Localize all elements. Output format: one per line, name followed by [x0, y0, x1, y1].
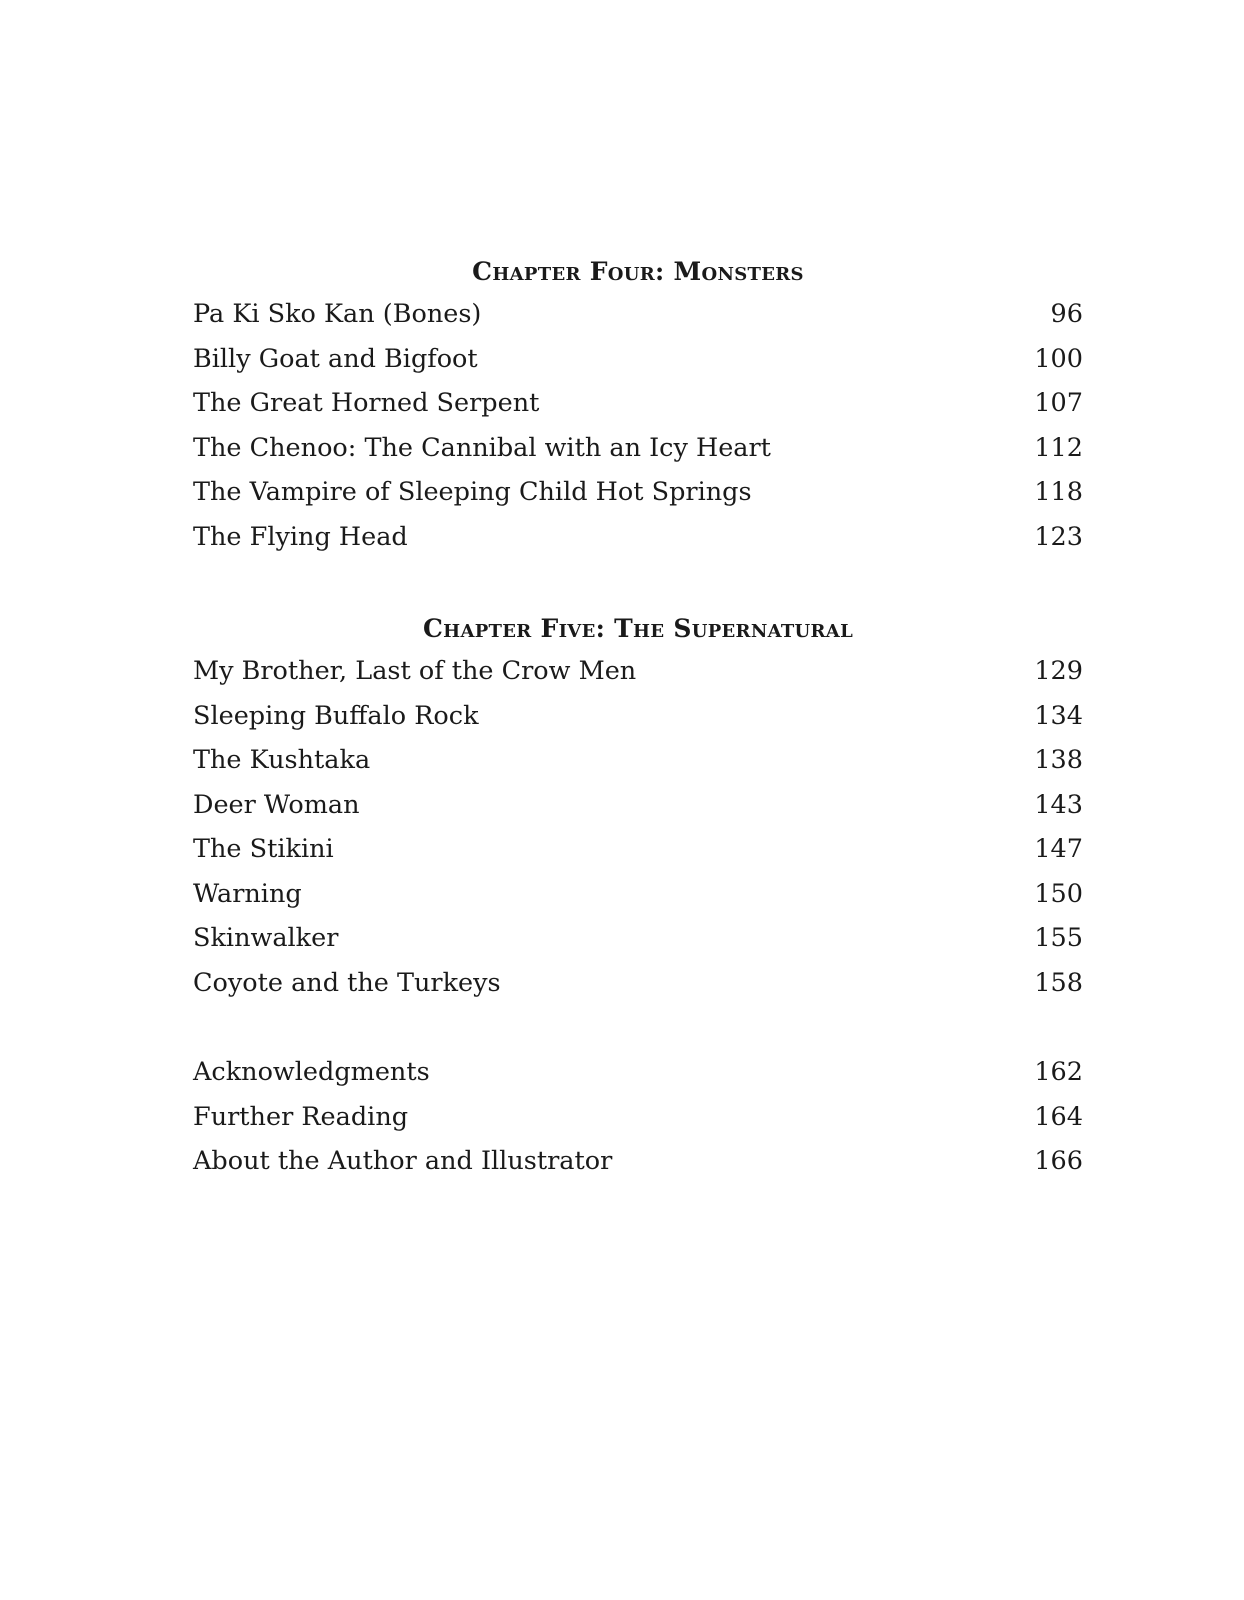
toc-entry[interactable]	[193, 961, 1083, 1006]
toc-entry-page: 147	[1034, 834, 1083, 864]
toc-entry[interactable]	[193, 337, 1083, 382]
toc-entry-title: The Chenoo: The Cannibal with an Icy Heart	[193, 432, 771, 463]
toc-entry-title: The Vampire of Sleeping Child Hot Springs	[193, 477, 752, 507]
toc-entry[interactable]	[193, 827, 1083, 872]
toc-entry[interactable]	[193, 916, 1083, 961]
toc-entry[interactable]	[193, 783, 1083, 828]
toc-entry-page: 138	[1034, 745, 1083, 775]
toc-entry-title: Skinwalker	[193, 923, 339, 953]
toc-entry-page: 155	[1034, 923, 1083, 953]
chapter-heading: Chapter Five: The Supernatural	[422, 614, 854, 643]
toc-entry-page: 134	[1034, 700, 1083, 731]
toc-entry[interactable]	[193, 694, 1083, 739]
toc-entry-page: 162	[1034, 1057, 1083, 1087]
toc-entry[interactable]	[193, 1050, 1083, 1095]
toc-entry[interactable]	[193, 649, 1083, 694]
toc-entry[interactable]	[193, 426, 1083, 471]
toc-entry-title: Warning	[193, 878, 302, 909]
toc-entry-title: The Stikini	[193, 834, 334, 864]
toc-entry-title: Deer Woman	[193, 789, 360, 820]
toc-entry-title: The Great Horned Serpent	[193, 388, 540, 418]
toc-entry-page: 123	[1034, 521, 1083, 552]
toc-entry-title: Acknowledgments	[193, 1057, 430, 1087]
toc-entry[interactable]	[193, 1139, 1083, 1184]
toc-entry[interactable]	[193, 515, 1083, 560]
toc-entry-page: 118	[1034, 477, 1083, 507]
toc-entry[interactable]	[193, 470, 1083, 515]
toc-entry-page: 164	[1034, 1101, 1083, 1132]
toc-entry[interactable]	[193, 292, 1083, 337]
toc-entry-page: 143	[1034, 789, 1083, 820]
toc-section-chapter-five	[193, 609, 1083, 1005]
toc-entry[interactable]	[193, 1095, 1083, 1140]
toc-entry-title: My Brother, Last of the Crow Men	[193, 656, 637, 686]
toc-entry-title: Further Reading	[193, 1101, 409, 1132]
toc-entry-title: Coyote and the Turkeys	[193, 967, 501, 998]
toc-section-chapter-four	[193, 252, 1083, 559]
toc-section-back-matter	[193, 1050, 1083, 1184]
toc-entry-page: 96	[1050, 299, 1083, 329]
toc-entry-title: The Kushtaka	[193, 745, 371, 775]
toc-entry-page: 158	[1034, 967, 1083, 998]
toc-entry[interactable]	[193, 738, 1083, 783]
toc-entry-title: Billy Goat and Bigfoot	[193, 343, 478, 374]
toc-entry-title: About the Author and Illustrator	[193, 1146, 613, 1176]
toc-entry-page: 100	[1034, 343, 1083, 374]
chapter-heading: Chapter Four: Monsters	[472, 257, 804, 286]
toc-entry-page: 107	[1034, 388, 1083, 418]
toc-entry-title: Pa Ki Sko Kan (Bones)	[193, 299, 482, 329]
toc-entry-page: 112	[1034, 432, 1083, 463]
toc-entry-title: The Flying Head	[193, 521, 408, 552]
toc-entry[interactable]	[193, 872, 1083, 917]
toc-entry-page: 150	[1034, 878, 1083, 909]
toc-entry[interactable]	[193, 381, 1083, 426]
toc-entry-page: 129	[1034, 656, 1083, 686]
toc-entry-page: 166	[1034, 1146, 1083, 1176]
toc-entry-title: Sleeping Buffalo Rock	[193, 700, 479, 731]
